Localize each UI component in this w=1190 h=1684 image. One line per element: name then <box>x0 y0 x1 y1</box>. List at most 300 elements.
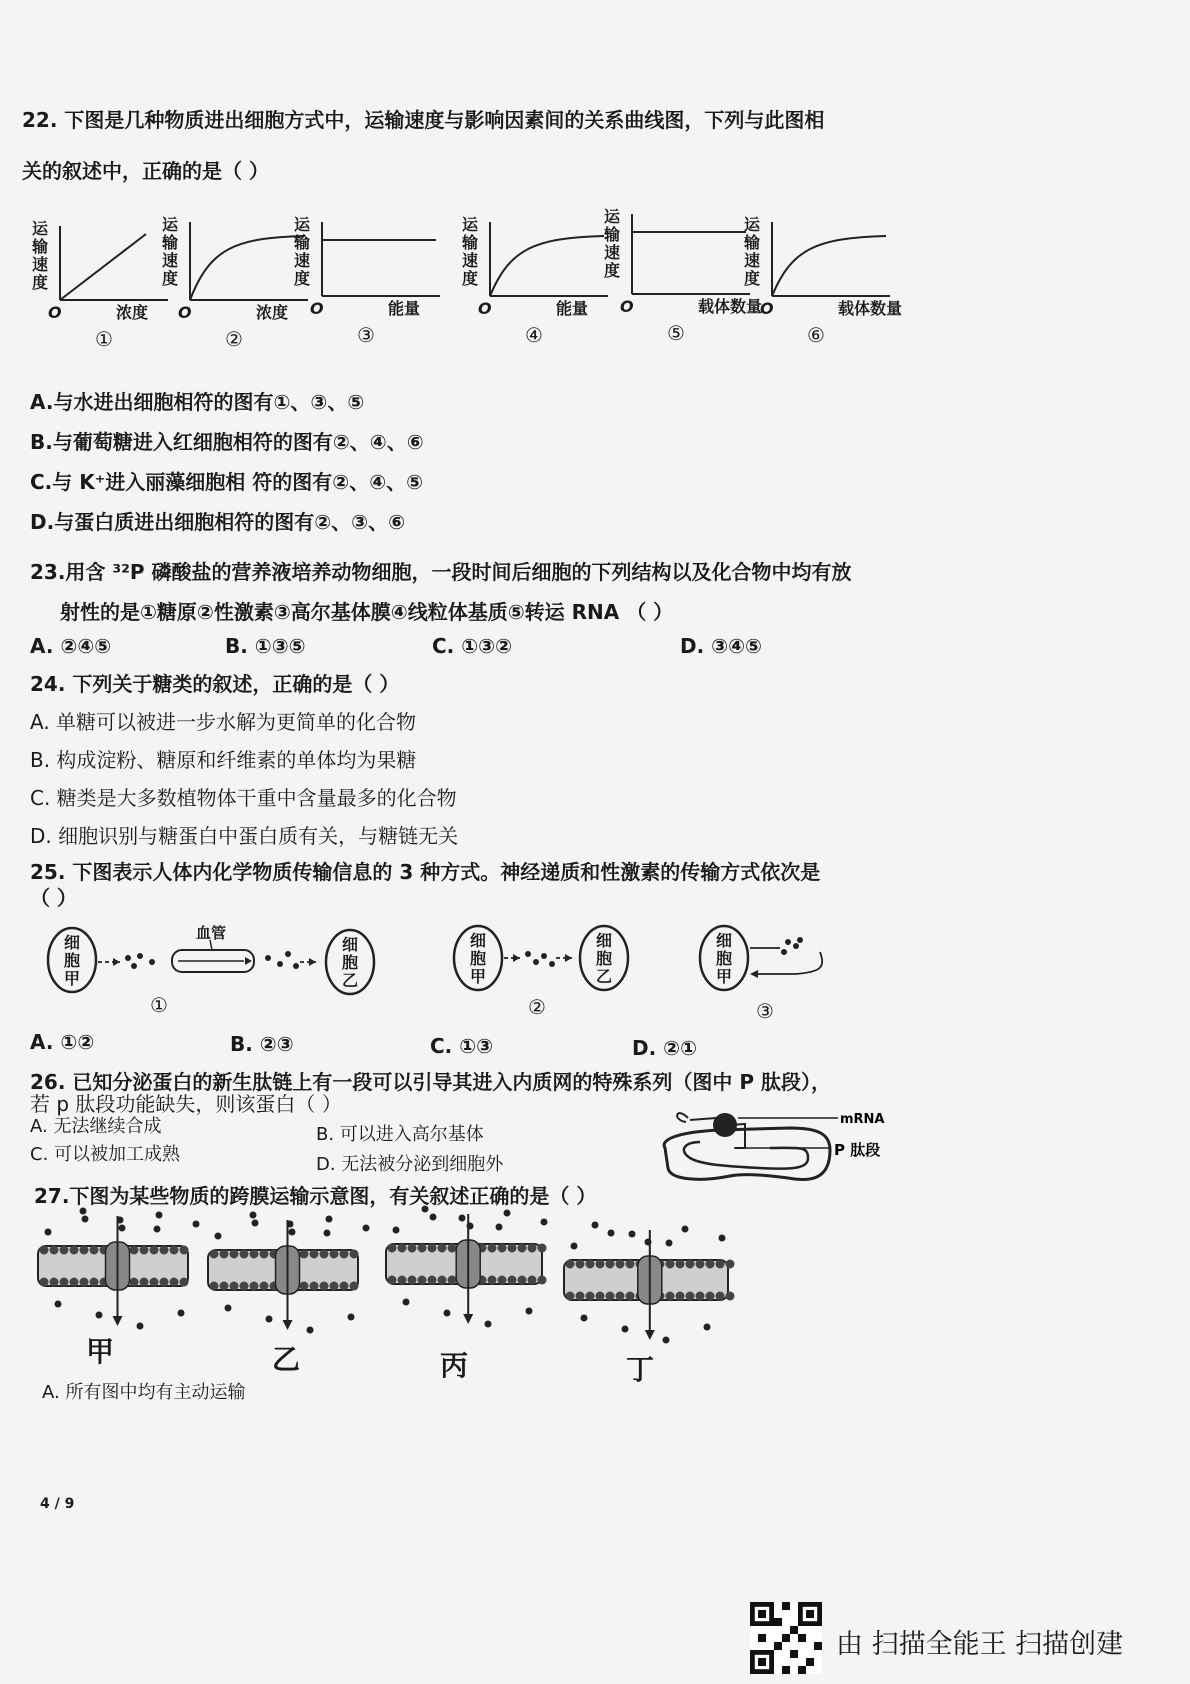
q22-curve-1 <box>60 234 146 300</box>
head-top <box>696 1260 705 1269</box>
q27-label-bing: 丙 <box>440 1349 469 1382</box>
q22-graph-num-4: ④ <box>525 323 543 347</box>
molecule-dot <box>541 953 547 959</box>
head-bottom <box>716 1292 725 1301</box>
q25-d1-dots-left <box>125 953 155 969</box>
particle-above <box>666 1240 673 1247</box>
head-top <box>566 1260 575 1269</box>
particle-above <box>592 1222 599 1229</box>
q24-stem: 24. 下列关于糖类的叙述，正确的是（ ） <box>30 672 400 696</box>
head-bottom <box>438 1276 447 1285</box>
particle-below <box>266 1316 273 1323</box>
q25-d3-cell-jia <box>700 926 748 990</box>
particle-above <box>393 1227 400 1234</box>
vessel-arrow-head <box>245 957 252 965</box>
particle-above <box>541 1219 548 1226</box>
q22-option-b: B.与葡萄糖进入红细胞相符的图有②、④、⑥ <box>30 430 424 454</box>
q25-d1-arrow-2 <box>300 958 316 966</box>
head-top <box>716 1260 725 1269</box>
molecule-dot <box>525 951 531 957</box>
q22-graph-num-2: ② <box>225 327 243 351</box>
particle-above <box>154 1226 161 1233</box>
cell-label-char: 乙 <box>596 967 613 986</box>
head-top <box>508 1244 517 1253</box>
head-top <box>596 1260 605 1269</box>
q25-d2-cell-jia <box>454 926 502 990</box>
head-bottom <box>80 1278 89 1287</box>
particle-below <box>96 1312 103 1319</box>
particle-above <box>504 1210 511 1217</box>
q26-stem-line2: 若 p 肽段功能缺失，则该蛋白（ ） <box>30 1092 342 1116</box>
molecule-dot <box>793 943 799 949</box>
head-bottom <box>398 1276 407 1285</box>
head-top <box>220 1250 229 1259</box>
q22-stem-line1: 22. 下图是几种物质进出细胞方式中，运输速度与影响因素间的关系曲线图，下列与此图相 <box>22 108 825 132</box>
head-bottom <box>260 1282 269 1291</box>
q25-diagram-set <box>48 924 822 1023</box>
q25-option-c: C. ①③ <box>430 1034 494 1058</box>
ylabel-char: 输 <box>604 225 621 244</box>
q25-num-3: ③ <box>756 999 774 1023</box>
q27-membrane-4 <box>564 1222 735 1344</box>
q22-origin-2: O <box>178 303 192 322</box>
head-bottom <box>528 1276 537 1285</box>
q23-option-a: A. ②④⑤ <box>30 634 112 658</box>
q22-ylabel-3 <box>293 215 311 288</box>
head-top <box>528 1244 537 1253</box>
q27-option-a: A. 所有图中均有主动运输 <box>42 1382 246 1403</box>
ylabel-char: 输 <box>744 233 761 252</box>
head-bottom <box>388 1276 397 1285</box>
head-bottom <box>626 1292 635 1301</box>
head-top <box>50 1246 59 1255</box>
head-bottom <box>616 1292 625 1301</box>
head-bottom <box>210 1282 219 1291</box>
head-bottom <box>230 1282 239 1291</box>
head-top <box>576 1260 585 1269</box>
head-bottom <box>676 1292 685 1301</box>
q25-d2-dots <box>525 951 555 967</box>
head-top <box>60 1246 69 1255</box>
q27-label-yi: 乙 <box>272 1343 301 1376</box>
ylabel-char: 输 <box>32 237 49 256</box>
q26-option-a: A. 无法继续合成 <box>30 1116 162 1137</box>
q24-option-c: C. 糖类是大多数植物体干重中含量最多的化合物 <box>30 786 457 810</box>
head-top <box>438 1244 447 1253</box>
head-bottom <box>538 1276 547 1285</box>
cell-label-char: 乙 <box>342 971 359 990</box>
particle-below <box>55 1301 62 1308</box>
q22-xlabel-4: 能量 <box>556 299 589 318</box>
head-top <box>150 1246 159 1255</box>
head-bottom <box>70 1278 79 1287</box>
head-top <box>418 1244 427 1253</box>
q23-stem-line2: 射性的是①糖原②性激素③高尔基体膜④线粒体基质⑤转运 RNA （ ） <box>60 600 674 624</box>
head-bottom <box>330 1282 339 1291</box>
ylabel-char: 度 <box>462 269 479 288</box>
particle-above <box>289 1229 296 1236</box>
head-bottom <box>180 1278 189 1287</box>
head-bottom <box>50 1278 59 1287</box>
particle-above <box>156 1212 163 1219</box>
ylabel-char: 运 <box>604 207 621 226</box>
head-top <box>686 1260 695 1269</box>
q22-graph-num-1: ① <box>95 327 113 351</box>
cell-label-char: 甲 <box>470 967 487 986</box>
particle-above <box>608 1230 615 1237</box>
head-bottom <box>300 1282 309 1291</box>
q22-xlabel-3: 能量 <box>388 299 421 318</box>
molecule-dot <box>131 963 137 969</box>
ylabel-char: 运 <box>32 219 49 238</box>
q22-graph-2 <box>161 215 311 351</box>
ylabel-char: 度 <box>162 269 179 288</box>
cell-label-char: 胞 <box>716 949 733 968</box>
cell-label-char: 胞 <box>342 953 359 972</box>
q26-p-label: P 肽段 <box>834 1141 881 1159</box>
molecule-dot <box>797 937 803 943</box>
molecule-dot <box>137 953 143 959</box>
q22-graph-num-3: ③ <box>357 323 375 347</box>
head-bottom <box>488 1276 497 1285</box>
q22-origin-6: O <box>760 299 774 318</box>
head-top <box>170 1246 179 1255</box>
head-top <box>388 1244 397 1253</box>
particle-above <box>629 1231 636 1238</box>
q22-option-d: D.与蛋白质进出细胞相符的图有②、③、⑥ <box>30 510 405 534</box>
arrow-head <box>113 958 120 966</box>
q22-graph-set <box>31 207 902 351</box>
head-top <box>616 1260 625 1269</box>
head-bottom <box>240 1282 249 1291</box>
q22-graph-1 <box>31 219 168 351</box>
particle-above <box>496 1224 503 1231</box>
q22-graph-6 <box>743 215 902 347</box>
cell-label-char: 甲 <box>716 967 733 986</box>
molecule-dot <box>533 959 539 965</box>
q22-graph-4 <box>461 215 608 347</box>
head-top <box>130 1246 139 1255</box>
particle-below <box>485 1321 492 1328</box>
head-top <box>676 1260 685 1269</box>
ylabel-char: 输 <box>462 233 479 252</box>
particle-below <box>663 1337 670 1344</box>
particle-below <box>581 1315 588 1322</box>
q24-option-d: D. 细胞识别与糖蛋白中蛋白质有关，与糖链无关 <box>30 824 459 848</box>
q27-membrane-set <box>38 1206 735 1344</box>
q22-xlabel-6: 载体数量 <box>838 299 903 318</box>
q24-option-a: A. 单糖可以被进一步水解为更简单的化合物 <box>30 710 417 734</box>
q25-option-b: B. ②③ <box>230 1032 294 1056</box>
head-top <box>240 1250 249 1259</box>
head-top <box>210 1250 219 1259</box>
q22-curve-4 <box>490 236 604 296</box>
q25-num-2: ② <box>528 995 546 1019</box>
q22-ylabel-5 <box>603 207 621 280</box>
molecule-dot <box>285 951 291 957</box>
loop-arrow-head <box>750 970 758 978</box>
q25-d1-arrow-1 <box>98 958 120 966</box>
head-bottom <box>596 1292 605 1301</box>
head-top <box>180 1246 189 1255</box>
particle-below <box>178 1310 185 1317</box>
q22-ylabel-1 <box>31 219 49 292</box>
q25-d1-dots-right <box>265 951 299 969</box>
head-top <box>300 1250 309 1259</box>
head-bottom <box>140 1278 149 1287</box>
molecule-dot <box>785 939 791 945</box>
head-top <box>230 1250 239 1259</box>
ylabel-char: 度 <box>604 261 621 280</box>
q25-vessel <box>172 924 254 972</box>
head-bottom <box>40 1278 49 1287</box>
q25-d3-dots <box>781 937 803 955</box>
ylabel-char: 速 <box>32 255 49 274</box>
qr-code-icon <box>750 1602 822 1674</box>
cell-label-char: 甲 <box>64 969 81 988</box>
molecule-dot <box>149 959 155 965</box>
ylabel-char: 速 <box>462 251 479 270</box>
q25-d1-cell-yi <box>326 930 374 994</box>
head-bottom <box>576 1292 585 1301</box>
q23-option-d: D. ③④⑤ <box>680 634 762 658</box>
q22-xlabel-1: 浓度 <box>116 303 149 322</box>
q22-option-c: C.与 K⁺进入丽藻细胞相 符的图有②、④、⑤ <box>30 470 424 494</box>
q27-membrane-3 <box>386 1206 548 1328</box>
head-bottom <box>160 1278 169 1287</box>
transport-arrow-head <box>645 1330 655 1340</box>
ylabel-char: 度 <box>744 269 761 288</box>
particle-above <box>250 1212 257 1219</box>
ylabel-char: 输 <box>294 233 311 252</box>
ylabel-char: 速 <box>162 251 179 270</box>
head-top <box>488 1244 497 1253</box>
head-top <box>666 1260 675 1269</box>
head-bottom <box>586 1292 595 1301</box>
particle-below <box>137 1323 144 1330</box>
cell-label-char: 细 <box>596 931 613 950</box>
q26-option-b: B. 可以进入高尔基体 <box>316 1124 484 1145</box>
head-top <box>350 1250 359 1259</box>
arrow-head <box>513 954 520 962</box>
q25-stem-line1: 25. 下图表示人体内化学物质传输信息的 3 种方式。神经递质和性激素的传输方式依次是 <box>30 860 821 884</box>
particle-above <box>459 1215 466 1222</box>
head-top <box>90 1246 99 1255</box>
head-top <box>340 1250 349 1259</box>
q22-xlabel-2: 浓度 <box>256 303 289 322</box>
head-bottom <box>310 1282 319 1291</box>
q26-stem-line1: 26. 已知分泌蛋白的新生肽链上有一段可以引导其进入内质网的特殊系列（图中 P 肽段）， <box>30 1070 831 1094</box>
ylabel-char: 运 <box>162 215 179 234</box>
particle-above <box>119 1225 126 1232</box>
molecule-dot <box>781 949 787 955</box>
particle-above <box>324 1230 331 1237</box>
q27-stem: 27.下图为某些物质的跨膜运输示意图，有关叙述正确的是（ ） <box>34 1184 597 1208</box>
particle-above <box>45 1229 52 1236</box>
q26-mrna-label: mRNA <box>840 1112 885 1127</box>
scanner-watermark: 由 扫描全能王 扫描创建 <box>836 1629 1124 1660</box>
head-top <box>160 1246 169 1255</box>
particle-below <box>225 1305 232 1312</box>
transport-arrow-head <box>113 1316 123 1326</box>
head-top <box>428 1244 437 1253</box>
head-bottom <box>220 1282 229 1291</box>
particle-above <box>326 1216 333 1223</box>
molecule-dot <box>125 955 131 961</box>
q22-origin-4: O <box>478 299 492 318</box>
molecule-dot <box>293 963 299 969</box>
head-bottom <box>250 1282 259 1291</box>
ylabel-char: 速 <box>744 251 761 270</box>
head-bottom <box>726 1292 735 1301</box>
molecule-dot <box>549 961 555 967</box>
q22-origin-5: O <box>620 297 634 316</box>
particle-above <box>571 1243 578 1250</box>
particle-above <box>719 1235 726 1242</box>
q23-stem-line1: 23.用含 ³²P 磷酸盐的营养液培养动物细胞，一段时间后细胞的下列结构以及化合物中均有放 <box>30 560 852 584</box>
q22-ylabel-2 <box>161 215 179 288</box>
head-bottom <box>686 1292 695 1301</box>
q25-num-1: ① <box>150 993 168 1017</box>
head-bottom <box>60 1278 69 1287</box>
ylabel-char: 速 <box>604 243 621 262</box>
ylabel-char: 度 <box>32 273 49 292</box>
head-bottom <box>170 1278 179 1287</box>
q22-graph-5 <box>603 207 762 345</box>
cell-label-char: 细 <box>64 933 81 952</box>
particle-above <box>430 1214 437 1221</box>
head-bottom <box>518 1276 527 1285</box>
cell-label-char: 细 <box>716 931 733 950</box>
head-top <box>448 1244 457 1253</box>
q22-origin-1: O <box>48 303 62 322</box>
particle-below <box>348 1314 355 1321</box>
q25-stem-line2: （ ） <box>30 886 77 910</box>
particle-above <box>193 1221 200 1228</box>
head-top <box>398 1244 407 1253</box>
cell-label-char: 胞 <box>596 949 613 968</box>
cell-label-char: 细 <box>342 935 359 954</box>
head-bottom <box>90 1278 99 1287</box>
particle-below <box>622 1326 629 1333</box>
q22-ylabel-4 <box>461 215 479 288</box>
arrow-head <box>565 954 572 962</box>
q22-graph-num-6: ⑥ <box>807 323 825 347</box>
q27-label-ding: 丁 <box>626 1353 655 1386</box>
particle-above <box>252 1220 259 1227</box>
q22-curve-2 <box>190 236 304 300</box>
page-number: 4 / 9 <box>40 1496 75 1512</box>
head-bottom <box>666 1292 675 1301</box>
q25-d2-arrow-1 <box>504 954 520 962</box>
head-top <box>706 1260 715 1269</box>
head-bottom <box>498 1276 507 1285</box>
head-top <box>40 1246 49 1255</box>
particle-above <box>363 1225 370 1232</box>
arrow-head <box>309 958 316 966</box>
q22-graph-num-5: ⑤ <box>667 321 685 345</box>
particle-below <box>526 1308 533 1315</box>
q27-membrane-2 <box>208 1212 370 1334</box>
q27-membrane-1 <box>38 1208 200 1330</box>
q25-d2-cell-yi <box>580 926 628 990</box>
head-bottom <box>696 1292 705 1301</box>
head-bottom <box>508 1276 517 1285</box>
q22-ylabel-6 <box>743 215 761 288</box>
ylabel-char: 运 <box>744 215 761 234</box>
q25-vessel-label: 血管 <box>196 924 227 942</box>
head-top <box>518 1244 527 1253</box>
q22-curve-6 <box>772 236 886 296</box>
head-top <box>80 1246 89 1255</box>
q23-option-b: B. ①③⑤ <box>225 634 306 658</box>
head-bottom <box>428 1276 437 1285</box>
head-top <box>498 1244 507 1253</box>
head-top <box>250 1250 259 1259</box>
particle-below <box>444 1310 451 1317</box>
head-bottom <box>566 1292 575 1301</box>
head-top <box>726 1260 735 1269</box>
q26-option-c: C. 可以被加工成熟 <box>30 1144 181 1165</box>
cell-label-char: 胞 <box>64 951 81 970</box>
ylabel-char: 速 <box>294 251 311 270</box>
head-bottom <box>320 1282 329 1291</box>
head-top <box>330 1250 339 1259</box>
q22-stem-line2: 关的叙述中，正确的是（ ） <box>22 159 269 183</box>
q22-graph-3 <box>293 215 440 347</box>
head-top <box>140 1246 149 1255</box>
q24-option-b: B. 构成淀粉、糖原和纤维素的单体均为果糖 <box>30 748 417 772</box>
head-top <box>320 1250 329 1259</box>
head-bottom <box>340 1282 349 1291</box>
particle-below <box>307 1327 314 1334</box>
head-top <box>310 1250 319 1259</box>
head-top <box>260 1250 269 1259</box>
q25-d2-arrow-2 <box>556 954 572 962</box>
head-top <box>408 1244 417 1253</box>
particle-below <box>704 1324 711 1331</box>
head-bottom <box>418 1276 427 1285</box>
head-top <box>586 1260 595 1269</box>
q25-option-a: A. ①② <box>30 1030 95 1054</box>
q22-origin-3: O <box>310 299 324 318</box>
head-bottom <box>706 1292 715 1301</box>
q22-xlabel-5: 载体数量 <box>698 297 763 316</box>
q27-label-jia: 甲 <box>86 1335 115 1368</box>
head-bottom <box>448 1276 457 1285</box>
q22-option-a: A.与水进出细胞相符的图有①、③、⑤ <box>30 390 365 414</box>
cell-label-char: 细 <box>470 931 487 950</box>
ylabel-char: 输 <box>162 233 179 252</box>
particle-above <box>215 1233 222 1240</box>
head-top <box>70 1246 79 1255</box>
head-bottom <box>130 1278 139 1287</box>
head-top <box>626 1260 635 1269</box>
q25-d1-cell-jia <box>48 928 96 992</box>
particle-above <box>82 1216 89 1223</box>
cell-label-char: 胞 <box>470 949 487 968</box>
q26-er-diagram <box>664 1112 884 1180</box>
head-bottom <box>350 1282 359 1291</box>
ylabel-char: 度 <box>294 269 311 288</box>
transport-arrow-head <box>283 1320 293 1330</box>
molecule-dot <box>277 961 283 967</box>
ylabel-char: 运 <box>294 215 311 234</box>
head-bottom <box>408 1276 417 1285</box>
head-bottom <box>606 1292 615 1301</box>
particle-above <box>682 1226 689 1233</box>
head-top <box>606 1260 615 1269</box>
